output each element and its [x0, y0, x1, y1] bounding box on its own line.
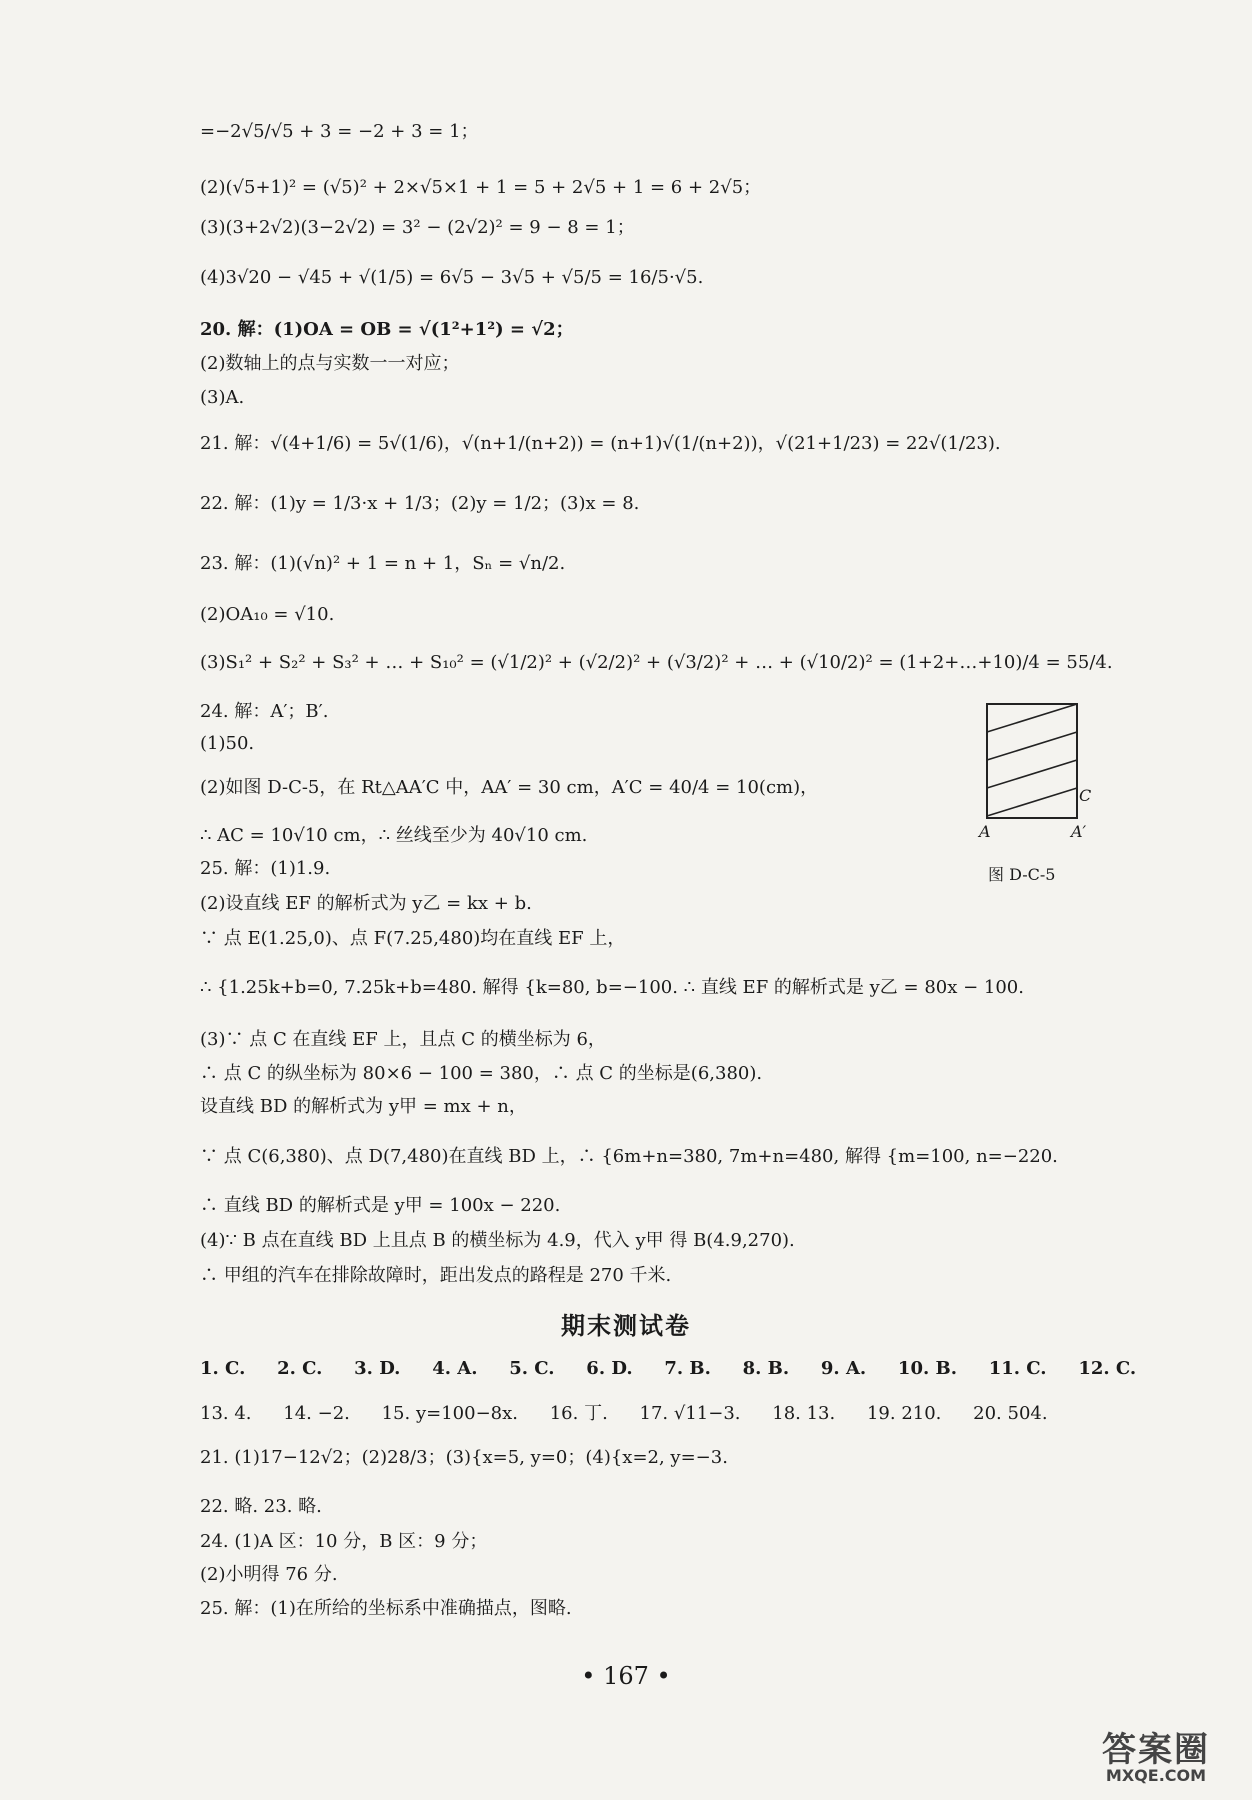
text-line: (4)3√20 − √45 + √(1/5) = 6√5 − 3√5 + √5/5 = 16/5·√5.	[200, 267, 704, 288]
figure-wrap-line	[987, 732, 1077, 760]
figure-wrap-line	[987, 760, 1077, 788]
text-line: (4)∵ B 点在直线 BD 上且点 B 的横坐标为 4.9，代入 y甲 得 B(4.9,270).	[200, 1230, 795, 1251]
text-line: (2)小明得 76 分.	[200, 1564, 338, 1585]
figure-label-a: A	[979, 822, 991, 841]
figure-caption: 图 D-C-5	[988, 865, 1056, 884]
text-line: 设直线 BD 的解析式为 y甲 = mx + n，	[200, 1096, 527, 1117]
text-line: =−2√5/√5 + 3 = −2 + 3 = 1；	[200, 121, 479, 142]
answer-item: 10. B.	[897, 1358, 957, 1379]
text-line: ∴ 直线 BD 的解析式是 y甲 = 100x − 220.	[200, 1195, 561, 1216]
figure-label-c: C	[1079, 786, 1092, 805]
answer-item: 15. y=100−8x.	[381, 1403, 518, 1424]
figure-wrap-line	[987, 788, 1077, 816]
answers-row-2	[200, 1399, 1074, 1425]
answer-item: 16. 丁.	[549, 1403, 608, 1424]
text-line: (3)A.	[200, 387, 245, 408]
text-line: 21. (1)17−12√2；(2)28/3；(3){x=5, y=0；(4){x=2, y=−3.	[200, 1447, 728, 1468]
text-line: ∴ 甲组的汽车在排除故障时，距出发点的路程是 270 千米.	[200, 1265, 672, 1286]
figure-wrap-line	[987, 704, 1077, 732]
answer-item: 20. 504.	[973, 1403, 1048, 1424]
watermark-url: MXQE.COM	[1105, 1766, 1207, 1785]
answer-item: 8. B.	[742, 1358, 790, 1379]
text-line: (2)设直线 EF 的解析式为 y乙 = kx + b.	[200, 893, 532, 914]
text-line: (3)S₁² + S₂² + S₃² + … + S₁₀² = (√1/2)² + (√2/2)² + (√3/2)² + … + (√10/2)² = (1+2+…+10)/4 = 55/4.	[200, 652, 1113, 673]
text-line: (2)数轴上的点与实数一一对应；	[200, 353, 460, 374]
text-line: 22. 略. 23. 略.	[200, 1496, 322, 1517]
watermark	[1072, 1722, 1240, 1788]
answer-item: 7. B.	[664, 1358, 711, 1379]
text-line: ∴ {1.25k+b=0, 7.25k+b=480. 解得 {k=80, b=−100. ∴ 直线 EF 的解析式是 y乙 = 80x − 100.	[200, 977, 1024, 998]
text-line: (1)50.	[200, 733, 255, 754]
text-line: 24. 解：A′；B′.	[200, 701, 329, 722]
page-number: • 167 •	[581, 1662, 671, 1690]
answer-item: 9. A.	[820, 1358, 867, 1379]
section-heading: 期末测试卷	[561, 1312, 691, 1340]
text-line: ∴ AC = 10√10 cm，∴ 丝线至少为 40√10 cm.	[200, 825, 588, 846]
answer-item: 19. 210.	[866, 1403, 942, 1424]
text-line: 23. 解：(1)(√n)² + 1 = n + 1，Sₙ = √n/2.	[200, 553, 566, 574]
text-line: 20. 解：(1)OA = OB = √(1²+1²) = √2；	[200, 319, 574, 340]
answer-item: 18. 13.	[772, 1403, 836, 1424]
text-line: ∵ 点 E(1.25,0)、点 F(7.25,480)均在直线 EF 上，	[200, 928, 626, 949]
figure-rectangle	[987, 704, 1077, 818]
text-line: 24. (1)A 区：10 分，B 区：9 分；	[200, 1531, 488, 1552]
text-line: 22. 解：(1)y = 1/3·x + 1/3；(2)y = 1/2；(3)x = 8.	[200, 493, 640, 514]
text-line: (3)∵ 点 C 在直线 EF 上，且点 C 的横坐标为 6，	[200, 1029, 606, 1050]
answer-item: 2. C.	[277, 1358, 323, 1379]
text-line: 21. 解：√(4+1/6) = 5√(1/6)，√(n+1/(n+2)) = (n+1)√(1/(n+2))，√(21+1/23) = 22√(1/23).	[200, 433, 1001, 454]
watermark-text: 答案圈	[1102, 1730, 1210, 1770]
text-line: (3)(3+2√2)(3−2√2) = 3² − (2√2)² = 9 − 8 = 1；	[200, 217, 635, 238]
text-line: (2)(√5+1)² = (√5)² + 2×√5×1 + 1 = 5 + 2√5 + 1 = 6 + 2√5；	[200, 177, 762, 198]
text-line: (2)如图 D-C-5，在 Rt△AA′C 中，AA′ = 30 cm，A′C = 40/4 = 10(cm)，	[200, 777, 819, 798]
answer-item: 5. C.	[509, 1358, 555, 1379]
answer-item: 12. C.	[1078, 1358, 1137, 1379]
answer-item: 1. C.	[200, 1358, 246, 1379]
answer-item: 6. D.	[586, 1358, 633, 1379]
text-line: ∵ 点 C(6,380)、点 D(7,480)在直线 BD 上，∴ {6m+n=380, 7m+n=480, 解得 {m=100, n=−220.	[200, 1146, 1058, 1167]
answer-item: 3. D.	[354, 1358, 401, 1379]
answers-row-1	[200, 1358, 1162, 1379]
text-line: 25. 解：(1)在所给的坐标系中准确描点，图略.	[200, 1598, 572, 1619]
answer-item: 11. C.	[988, 1358, 1047, 1379]
answer-item: 4. A.	[432, 1358, 478, 1379]
answer-item: 17. √11−3.	[639, 1403, 741, 1424]
answer-item: 13. 4.	[200, 1403, 252, 1424]
text-line: 25. 解：(1)1.9.	[200, 858, 331, 879]
figure-label-a-prime: A′	[1071, 822, 1087, 841]
answer-item: 14. −2.	[283, 1403, 350, 1424]
text-line: (2)OA₁₀ = √10.	[200, 604, 335, 625]
text-line: ∴ 点 C 的纵坐标为 80×6 − 100 = 380，∴ 点 C 的坐标是(6,380).	[200, 1063, 763, 1084]
